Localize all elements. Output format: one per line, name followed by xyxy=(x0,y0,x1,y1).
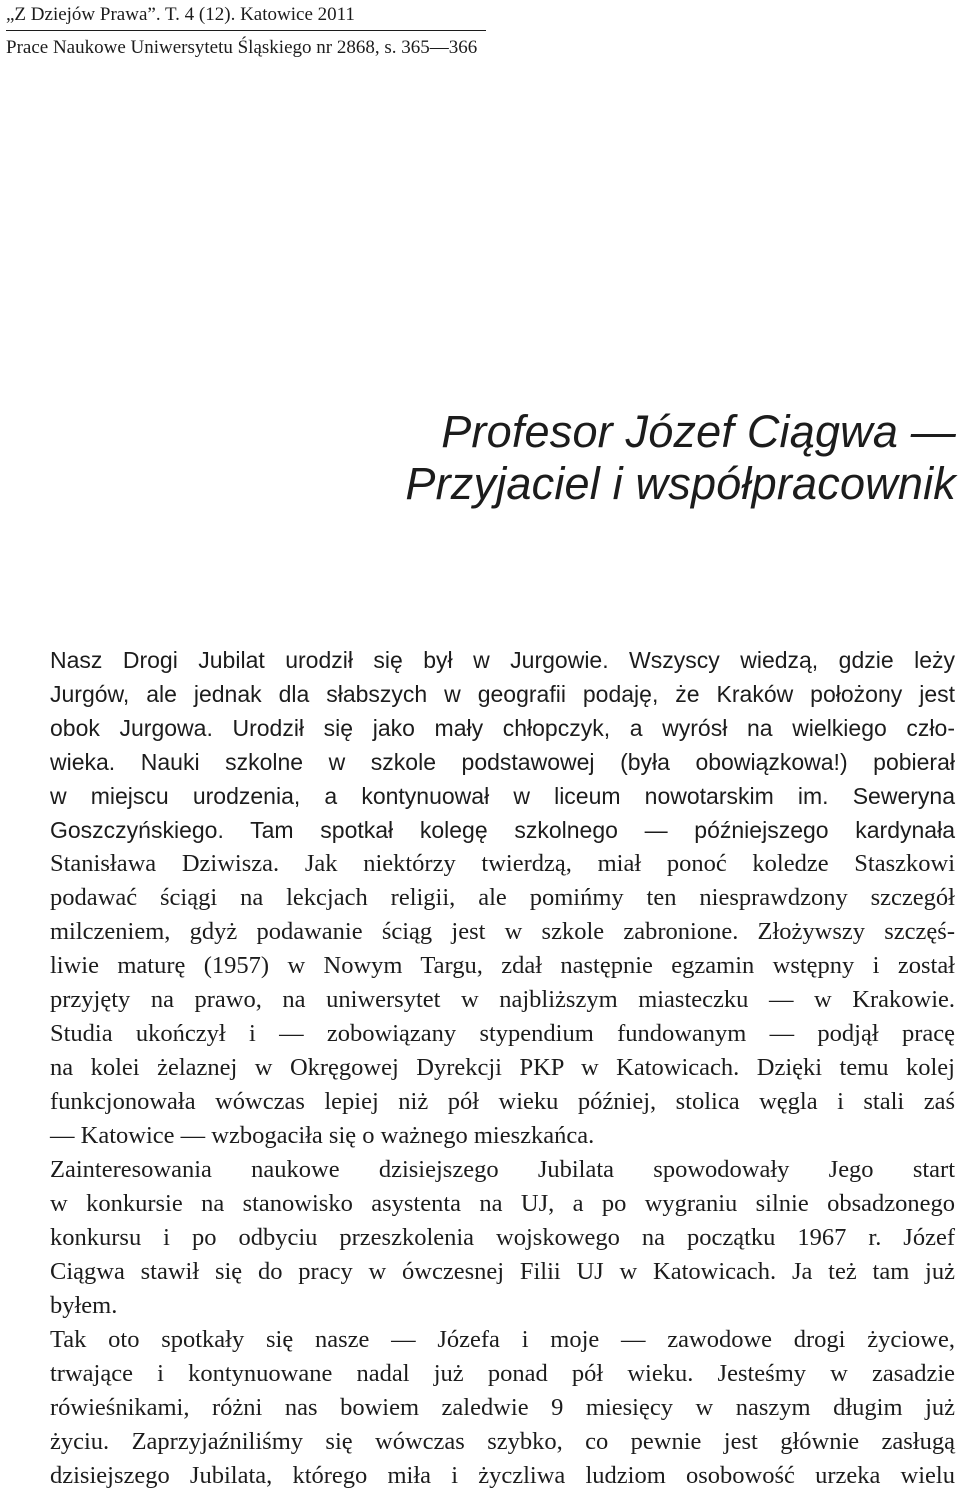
text-line: życiu. Zaprzyjaźniliśmy się wówczas szybko, co pewnie jest głównie zasługą xyxy=(50,1428,955,1455)
text-line: na kolei żelaznej w Okręgowej Dyrekcji PKP w Katowicach. Dzięki temu kolej xyxy=(50,1054,955,1081)
series-citation: Prace Naukowe Uniwersytetu Śląskiego nr 2868, s. 365—366 xyxy=(6,37,478,58)
paragraph-2 xyxy=(6,1153,955,1323)
text-line: obok Jurgowa. Urodził się jako mały chłopczyk, a wyrósł na wielkiego czło- xyxy=(50,715,955,741)
text-line: Studia ukończył i — zobowiązany stypendium fundowanym — podjął pracę xyxy=(50,1020,955,1047)
header-rule xyxy=(6,30,486,31)
paragraph-1 xyxy=(6,643,955,1153)
text-line: Goszczyńskiego. Tam spotkał kolegę szkolnego — późniejszego kardynała xyxy=(50,817,955,843)
text-line: w konkursie na stanowisko asystenta na UJ, a po wygraniu silnie obsadzonego xyxy=(50,1190,955,1217)
text-line: Ciągwa stawił się do pracy w ówczesnej Filii UJ w Katowicach. Ja też tam już xyxy=(50,1258,955,1285)
paragraph-3 xyxy=(6,1323,955,1493)
text-line: przyjęty na prawo, na uniwersytet w najbliższym miasteczku — w Krakowie. xyxy=(50,986,955,1013)
text-line: Stanisława Dziwisza. Jak niektórzy twierdzą, miał ponoć koledze Staszkowi xyxy=(50,850,955,877)
text-line: konkursu i po odbyciu przeszkolenia wojskowego na początku 1967 r. Józef xyxy=(50,1224,955,1251)
text-line: wieka. Nauki szkolne w szkole podstawowej (była obowiązkowa!) pobierał xyxy=(50,749,955,775)
text-line: podawać ściągi na lekcjach religii, ale pomińmy ten niesprawdzony szczegół xyxy=(50,884,955,911)
title-line-2: Przyjaciel i współpracownik xyxy=(405,458,956,509)
journal-citation: „Z Dziejów Prawa”. T. 4 (12). Katowice 2011 xyxy=(6,4,355,25)
article-body xyxy=(6,643,955,1493)
text-line: — Katowice — wzbogaciła się o ważnego mieszkańca. xyxy=(50,1122,595,1149)
title-line-1: Profesor Józef Ciągwa — xyxy=(441,406,956,457)
article-title xyxy=(405,406,956,510)
text-line: milczeniem, gdyż podawanie ściąg jest w szkole zabronione. Złożywszy szczęś- xyxy=(50,918,955,945)
text-line: funkcjonowała wówczas lepiej niż pół wieku później, stolica węgla i stali zaś xyxy=(50,1088,955,1115)
text-line: rówieśnikami, różni nas bowiem zaledwie 9 miesięcy w naszym długim już xyxy=(50,1394,955,1421)
text-line: byłem. xyxy=(50,1292,118,1319)
text-line: Tak oto spotkały się nasze — Józefa i moje — zawodowe drogi życiowe, xyxy=(50,1326,955,1353)
text-line: Jurgów, ale jednak dla słabszych w geografii podaję, że Kraków położony jest xyxy=(50,681,955,707)
text-line: Zainteresowania naukowe dzisiejszego Jubilata spowodowały Jego start xyxy=(50,1156,955,1183)
text-line: liwie maturę (1957) w Nowym Targu, zdał następnie egzamin wstępny i został xyxy=(50,952,955,979)
text-line: Nasz Drogi Jubilat urodził się był w Jurgowie. Wszyscy wiedzą, gdzie leży xyxy=(50,647,955,673)
text-line: trwające i kontynuowane nadal już ponad pół wieku. Jesteśmy w zasadzie xyxy=(50,1360,955,1387)
text-line: w miejscu urodzenia, a kontynuował w liceum nowotarskim im. Seweryna xyxy=(50,783,955,809)
text-line: dzisiejszego Jubilata, którego miła i życzliwa ludziom osobowość urzeka wielu xyxy=(50,1462,955,1489)
